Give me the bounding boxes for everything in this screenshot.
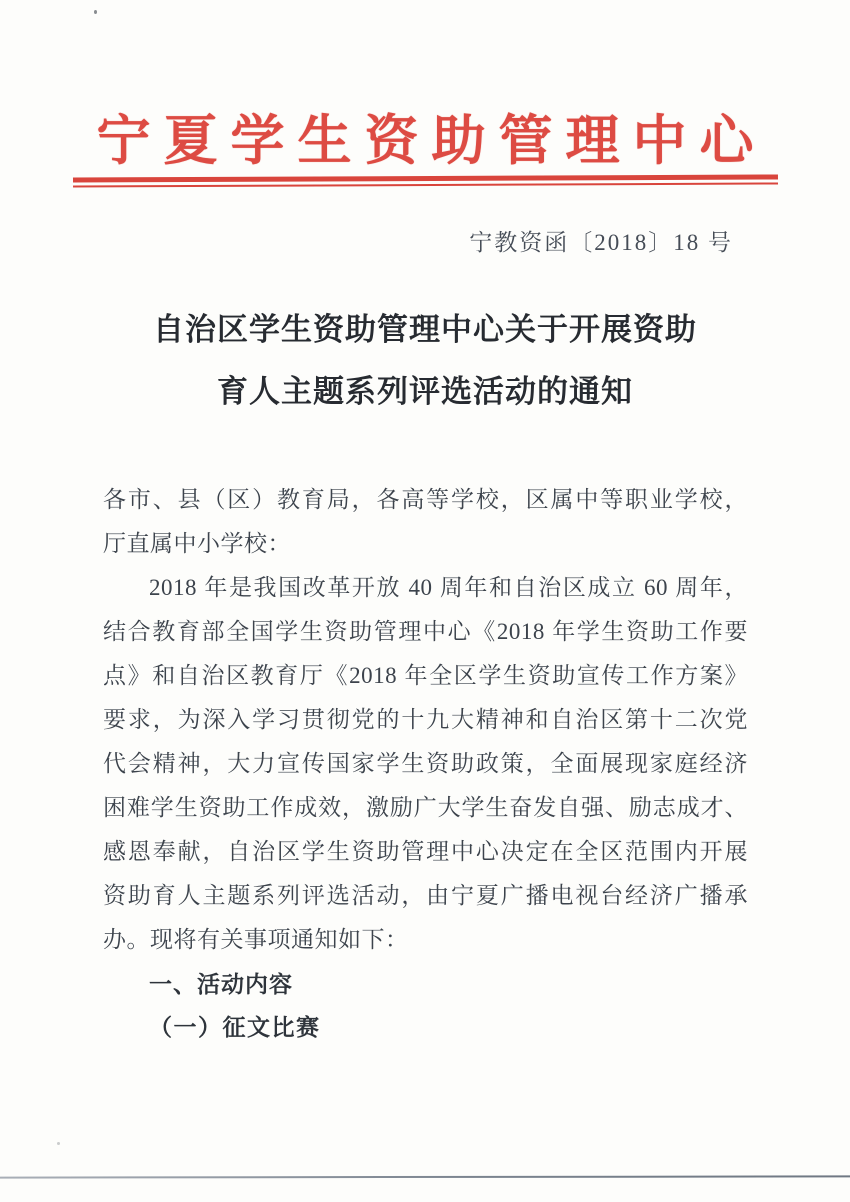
doc-number: 宁教资函〔2018〕18 号 [469,230,733,255]
body-line: （一）征文比赛 [149,1015,321,1040]
body-line: 资助育人主题系列评选活动，由宁夏广播电视台经济广播承 [103,883,748,908]
notice-title-line-1: 自治区学生资助管理中心关于开展资助 [153,312,697,347]
red-separator-thick-line [72,174,777,182]
body-line: 各市、县（区）教育局，各高等学校，区属中等职业学校， [103,487,748,512]
scan-edge-line [0,1175,850,1178]
body-line: 2018 年是我国改革开放 40 周年和自治区成立 60 周年， [149,575,748,600]
body-line: 感恩奉献，自治区学生资助管理中心决定在全区范围内开展 [103,839,748,864]
body-line: 代会精神，大力宣传国家学生资助政策，全面展现家庭经济 [103,751,748,776]
notice-title [0,299,850,423]
body-line: 一、活动内容 [149,971,293,997]
scan-speck [94,10,97,14]
body-line: 要求，为深入学习贯彻党的十九大精神和自治区第十二次党 [103,707,748,732]
body-line: 办。现将有关事项通知如下： [103,927,409,952]
scan-speck [57,1142,60,1145]
notice-title-line-2: 育人主题系列评选活动的通知 [217,374,633,409]
letterhead-title: 宁夏学生资助管理中心 [96,111,767,171]
body-line: 困难学生资助工作成效，激励广大学生奋发自强、励志成才、 [103,795,748,820]
red-separator-thin-line [73,182,778,187]
body-line: 结合教育部全国学生资助管理中心《2018 年学生资助工作要 [103,619,748,644]
red-separator [72,174,777,187]
notice-body [103,478,748,1050]
body-line: 厅直属中小学校： [103,531,291,556]
body-line: 点》和自治区教育厅《2018 年全区学生资助宣传工作方案》 [103,663,748,688]
